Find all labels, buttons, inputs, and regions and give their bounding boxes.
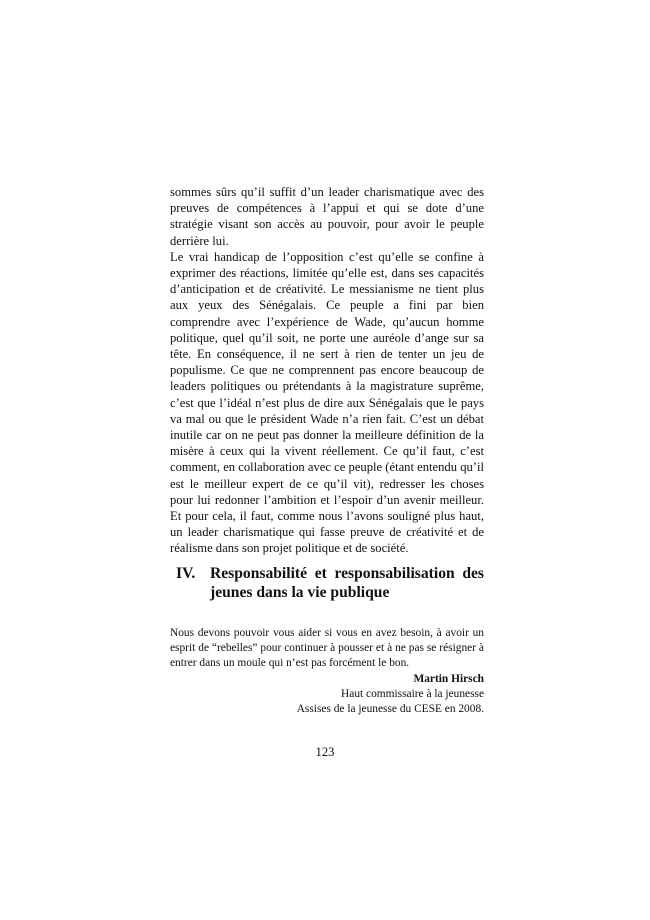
section-number: IV.	[176, 565, 196, 582]
section-title: Responsabilité et responsabilisation des jeunes dans la vie publique	[210, 565, 484, 601]
epigraph-source: Assises de la jeunesse du CESE en 2008.	[296, 703, 484, 716]
paragraph: Le vrai handicap de l’opposition c’est qu’elle se confine à exprimer des réactions, limitée qu’elle est, dans ses capacités d’anticipation et de créativité. Le messianisme ne tient plus aux yeux des Sénégalais. Ce peuple a fini par bien comprendre avec l’expérience de Wade, qu’aucun homme politique, quel qu’il soit, ne porte une auréole d’ange sur sa tête. En conséquence, il ne sert à rien de tenter un jeu de populisme. Ce que ne comprennent pas encore beaucoup de leaders politiques ou prétendants à la magistrature suprême, c’est que l’idéal n’est plus de dire aux Sénégalais que le pays va mal ou que le président Wade n’a rien fait. C’est un débat inutile car on ne peut pas donner la meilleure définition de la misère à ceux qui la vivent réellement. Ce qu’il faut, c’est comment, en collaboration avec ce peuple (étant entendu qu’il est le meilleur expert de ce qu’il vit), redresser les choses pour lui redonner l’ambition et l’espoir d’un avenir meilleur. Et pour cela, il faut, comme nous l’avons souligné plus haut, un leader charismatique qui fasse preuve de créativité et de réalisme dans son projet politique et de société.	[170, 249, 484, 556]
page-number: 123	[315, 745, 335, 759]
epigraph-author: Martin Hirsch	[413, 672, 484, 685]
epigraph	[170, 626, 484, 717]
body-text	[170, 184, 484, 557]
epigraph-role: Haut commissaire à la jeunesse	[341, 687, 484, 700]
epigraph-quote: Nous devons pouvoir vous aider si vous en avez besoin, à avoir un esprit de “rebelles” pour continuer à pousser et à ne pas se résigner à entrer dans un moule qui n’est pas forcément le bon.	[170, 627, 484, 670]
section-heading	[176, 564, 484, 602]
paragraph: sommes sûrs qu’il suffit d’un leader charismatique avec des preuves de compétences à l’appui et qui se dote d’une stratégie visant son accès au pouvoir, pour avoir le peuple derrière lui.	[170, 185, 484, 248]
